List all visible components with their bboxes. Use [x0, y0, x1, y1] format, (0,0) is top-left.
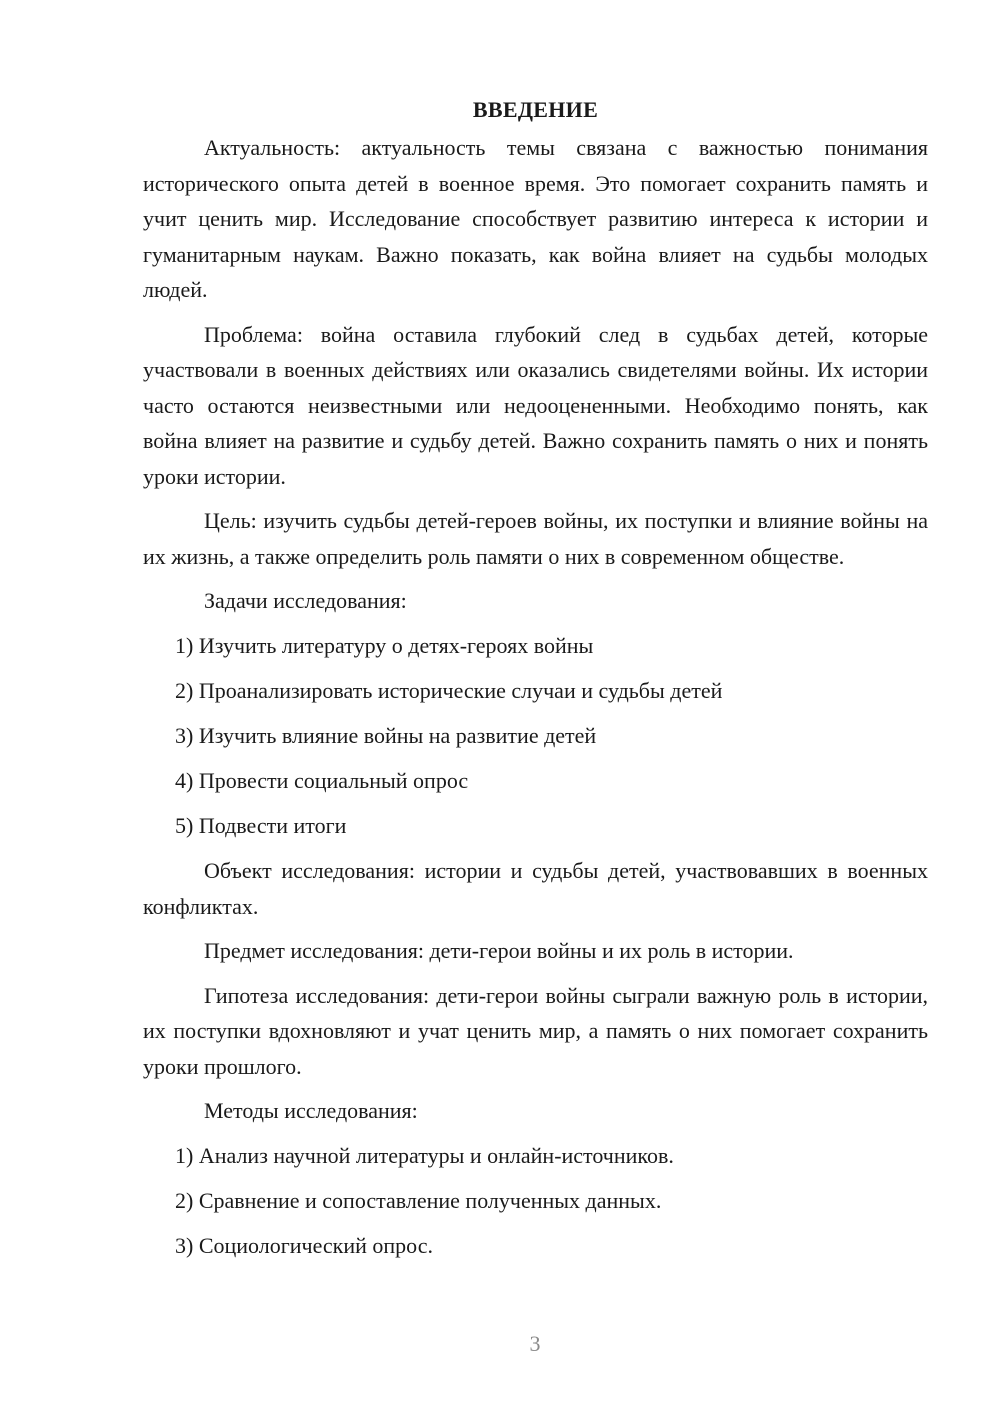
- object-paragraph: Объект исследования: истории и судьбы детей, участвовавших в военных конфликтах.: [143, 858, 928, 919]
- list-item: 5) Подвести итоги: [175, 813, 347, 838]
- list-item: 2) Сравнение и сопоставление полученных данных.: [175, 1188, 662, 1213]
- page-number: 3: [529, 1331, 541, 1356]
- problem-paragraph: Проблема: война оставила глубокий след в судьбах детей, которые участвовали в военных действиях или оказались свидетелями войны. Их истории часто остаются неизвестными или недооцененными. Необходимо понять, как война влияет на развитие и судьбу детей. Важно сохранить память о них и понять уроки истории.: [143, 321, 928, 489]
- list-item: 3) Социологический опрос.: [175, 1233, 433, 1258]
- hypothesis-paragraph: Гипотеза исследования: дети-герои войны сыграли важную роль в истории, их поступки вдохновляют и учат ценить мир, а память о них помогает сохранить уроки прошлого.: [143, 982, 928, 1079]
- list-item: 2) Проанализировать исторические случаи и судьбы детей: [175, 678, 723, 703]
- tasks-list: [143, 628, 928, 844]
- methods-heading: Методы исследования:: [204, 1098, 418, 1123]
- list-item: 3) Изучить влияние войны на развитие детей: [175, 723, 597, 748]
- list-item: 1) Изучить литературу о детях-героях войны: [175, 633, 594, 658]
- list-item: 4) Провести социальный опрос: [175, 768, 469, 793]
- methods-list: [143, 1138, 928, 1264]
- tasks-heading: Задачи исследования:: [204, 588, 407, 613]
- list-item: 1) Анализ научной литературы и онлайн-источников.: [175, 1143, 674, 1168]
- section-title: ВВЕДЕНИЕ: [472, 97, 599, 122]
- goal-paragraph: Цель: изучить судьбы детей-героев войны, их поступки и влияние войны на их жизнь, а также определить роль памяти о них в современном обществе.: [143, 508, 928, 569]
- subject-paragraph: Предмет исследования: дети-герои войны и их роль в истории.: [204, 938, 794, 963]
- relevance-paragraph: Актуальность: актуальность темы связана с важностью понимания исторического опыта детей в военное время. Это помогает сохранить память и учит ценить мир. Исследование способствует развитию интереса к истории и гуманитарным наукам. Важно показать, как война влияет на судьбы молодых людей.: [143, 135, 928, 302]
- document-page: [143, 92, 928, 1273]
